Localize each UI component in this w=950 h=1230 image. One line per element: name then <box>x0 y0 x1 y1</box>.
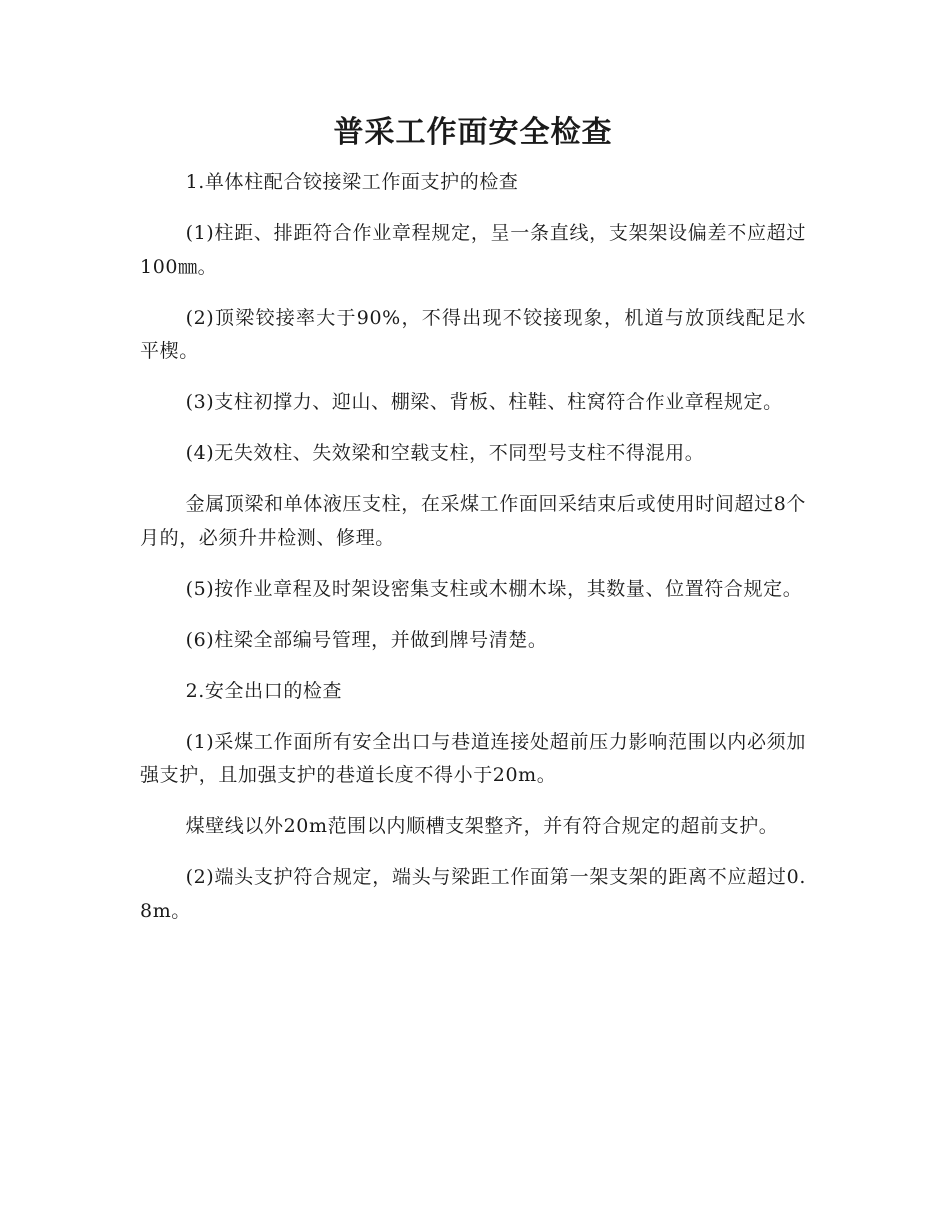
paragraph-8: (6)柱梁全部编号管理，并做到牌号清楚。 <box>185 628 548 651</box>
document-title: 普采工作面安全检查 <box>333 115 613 150</box>
paragraph-6: 金属顶梁和单体液压支柱，在采煤工作面回采结束后或使用时间超过8个月的，必须升井检测、修理。 <box>140 493 806 549</box>
paragraph-9: 2.安全出口的检查 <box>185 679 343 702</box>
paragraph-1: 1.单体柱配合铰接梁工作面支护的检查 <box>185 171 519 193</box>
paragraph-4: (3)支柱初撑力、迎山、棚梁、背板、柱鞋、柱窝符合作业章程规定。 <box>185 391 783 413</box>
paragraph-11: 煤壁线以外20m范围以内顺槽支架整齐，并有符合规定的超前支护。 <box>185 815 779 837</box>
paragraph-12: (2)端头支护符合规定，端头与梁距工作面第一架支架的距离不应超过0.8m。 <box>140 866 806 922</box>
paragraph-3: (2)顶梁铰接率大于90%，不得出现不铰接现象，机道与放顶线配足水平楔。 <box>140 306 806 362</box>
paragraph-5: (4)无失效柱、失效梁和空载支柱，不同型号支柱不得混用。 <box>185 442 705 464</box>
paragraph-2: (1)柱距、排距符合作业章程规定，呈一条直线，支架架设偏差不应超过100㎜。 <box>140 222 806 278</box>
document-body <box>140 108 806 928</box>
paragraph-7: (5)按作业章程及时架设密集支柱或木棚木垛，其数量、位置符合规定。 <box>185 577 803 600</box>
paragraph-10: (1)采煤工作面所有安全出口与巷道连接处超前压力影响范围以内必须加强支护，且加强支护的巷道长度不得小于20m。 <box>140 730 806 786</box>
